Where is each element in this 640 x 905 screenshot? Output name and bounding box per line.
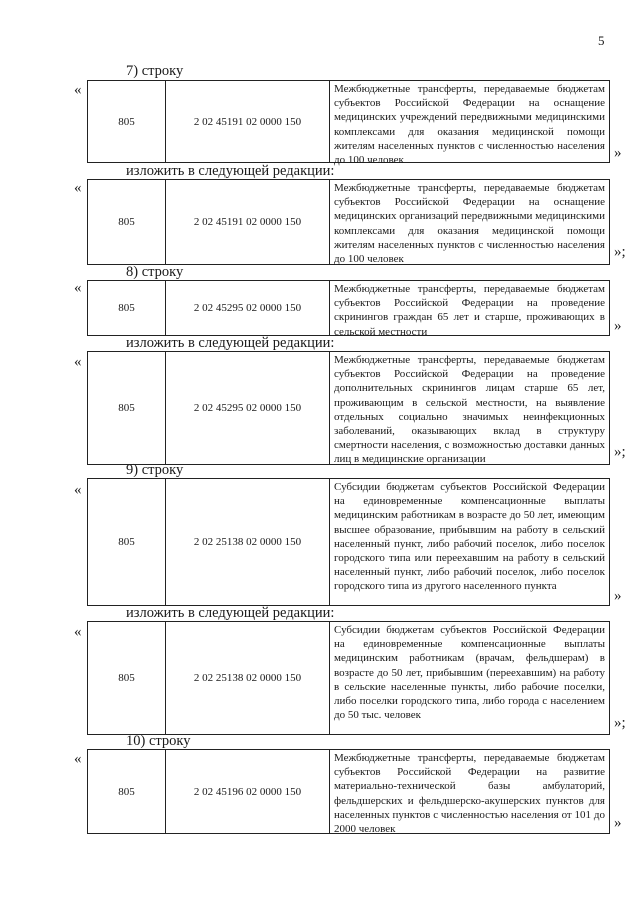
- admin-code-cell: 805: [88, 281, 166, 335]
- admin-code-cell: 805: [88, 352, 166, 464]
- page-number: 5: [598, 33, 605, 48]
- section-heading: 10) строку: [126, 733, 191, 749]
- description-cell: Межбюджетные трансферты, передаваемые бюджетам субъектов Российской Федерации на развитие материально-технической базы амбулаторий, фельдшерских и фельдшерско-акушерских пунктов для населенных пунктов с численностью населения от 101 до 2000 человек: [334, 752, 605, 836]
- closing-quote: »: [614, 815, 622, 831]
- table-row: [87, 280, 610, 336]
- table-row: [87, 80, 610, 167]
- budget-code-cell: 2 02 45295 02 0000 150: [166, 352, 330, 464]
- budget-code-cell: 2 02 45191 02 0000 150: [166, 180, 330, 264]
- admin-code-cell: 805: [88, 479, 166, 605]
- opening-quote: «: [74, 82, 82, 98]
- description-cell: Субсидии бюджетам субъектов Российской Федерации на единовременные компенсационные выплаты медицинским работникам в возрасте до 50 лет, имеющим высшее образование, прибывшим на работу в сельский населенный пункт, либо рабочий поселок, либо поселок городского типа или переехавшим на работу в сельский населенный пункт, либо рабочий поселок, либо поселок городского типа из другого населенного пункта: [334, 481, 605, 593]
- opening-quote: «: [74, 482, 82, 498]
- description-cell: Субсидии бюджетам субъектов Российской Федерации на единовременные компенсационные выплаты медицинским работникам (врачам, фельдшерам) в возрасте до 50 лет, прибывшим (переехавшим) на работу в сельские населенные пункты, либо рабочие поселки, либо поселки городского типа, либо города с населением до 50 тыс. человек: [334, 624, 605, 722]
- section-heading: изложить в следующей редакции:: [126, 163, 335, 179]
- description-cell: Межбюджетные трансферты, передаваемые бюджетам субъектов Российской Федерации на проведение скринингов граждан 65 лет и старше, проживающих в сельской местности: [334, 283, 605, 338]
- description-cell: Межбюджетные трансферты, передаваемые бюджетам субъектов Российской Федерации на проведение дополнительных скринингов лицам старше 65 лет, проживающим в сельской местности, на выявление отдельных социально значимых неинфекционных заболеваний, оказывающих вклад в структуру смертности населения, с возможностью доставки данных лиц в медицинские организации: [334, 354, 605, 466]
- section-heading: 7) строку: [126, 63, 184, 79]
- description-cell: Межбюджетные трансферты, передаваемые бюджетам субъектов Российской Федерации на оснащение медицинских учреждений передвижными медицинскими комплексами для оказания медицинской помощи жителям населенных пунктов с численностью населения до 100 человек: [334, 83, 605, 167]
- admin-code-cell: 805: [88, 622, 166, 734]
- admin-code-cell: 805: [88, 750, 166, 833]
- section-heading: 9) строку: [126, 462, 184, 478]
- closing-quote: »: [614, 318, 622, 334]
- closing-quote: »: [614, 145, 622, 161]
- table-row: [87, 749, 610, 834]
- opening-quote: «: [74, 180, 82, 196]
- description-cell: Межбюджетные трансферты, передаваемые бюджетам субъектов Российской Федерации на оснащение медицинских организаций передвижными медицинскими комплексами для оказания медицинской помощи жителям населенных пунктов с численностью населения до 100 человек: [334, 182, 605, 266]
- budget-code-cell: 2 02 25138 02 0000 150: [166, 479, 330, 605]
- admin-code-cell: 805: [88, 180, 166, 264]
- admin-code-cell: 805: [88, 81, 166, 162]
- budget-code-cell: 2 02 45191 02 0000 150: [166, 81, 330, 162]
- table-row: [87, 179, 610, 265]
- budget-code-cell: 2 02 45295 02 0000 150: [166, 281, 330, 335]
- section-heading: изложить в следующей редакции:: [126, 605, 335, 621]
- budget-code-cell: 2 02 45196 02 0000 150: [166, 750, 330, 833]
- closing-quote: »: [614, 588, 622, 604]
- closing-quote: »;: [614, 244, 626, 260]
- table-row: [87, 351, 610, 465]
- opening-quote: «: [74, 280, 82, 296]
- section-heading: изложить в следующей редакции:: [126, 335, 335, 351]
- table-row: [87, 621, 610, 735]
- closing-quote: »;: [614, 715, 626, 731]
- table-row: [87, 478, 610, 606]
- opening-quote: «: [74, 354, 82, 370]
- opening-quote: «: [74, 624, 82, 640]
- budget-code-cell: 2 02 25138 02 0000 150: [166, 622, 330, 734]
- opening-quote: «: [74, 751, 82, 767]
- closing-quote: »;: [614, 444, 626, 460]
- section-heading: 8) строку: [126, 264, 184, 280]
